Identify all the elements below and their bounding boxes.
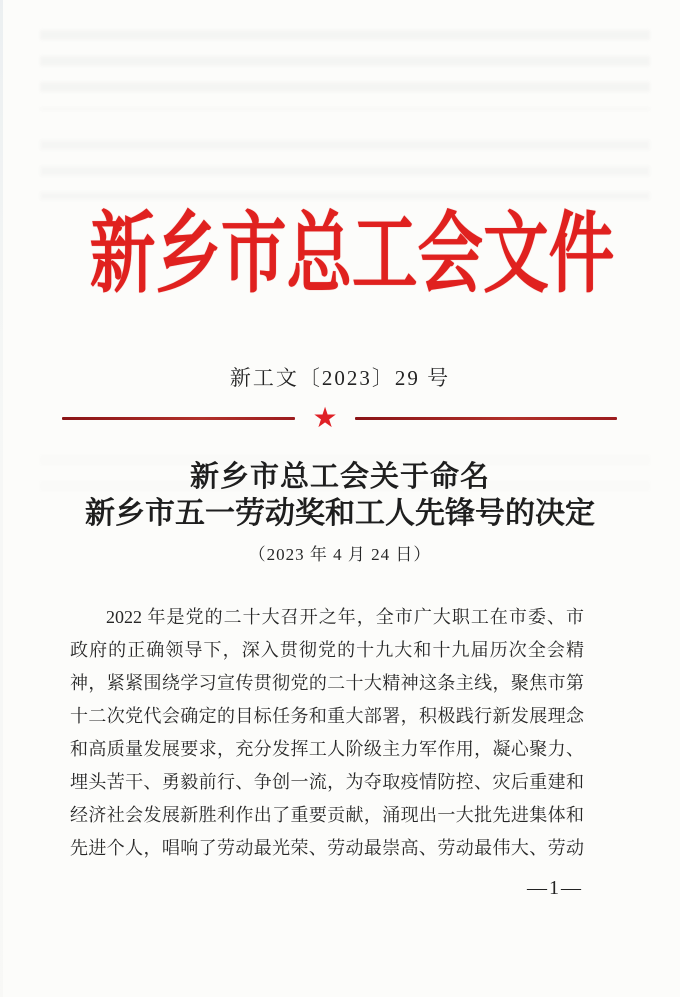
document-number: 新工文〔2023〕29 号: [229, 366, 451, 390]
document-date: （2023 年 4 月 24 日）: [248, 545, 432, 564]
bleedthrough-artifact: [40, 30, 650, 110]
body-line: 先进个人，唱响了劳动最光荣、劳动最崇高、劳动最伟大、劳动: [70, 838, 584, 858]
org-title-text: 新乡市总工会文件: [89, 207, 615, 304]
body-line: 和高质量发展要求，充分发挥工人阶级主力军作用，凝心聚力、: [70, 739, 584, 759]
body-line: 埋头苦干、勇毅前行、争创一流，为夺取疫情防控、灾后重建和: [70, 772, 584, 792]
bleedthrough-artifact: [40, 140, 650, 200]
body-line: 政府的正确领导下，深入贯彻党的十九大和十九届历次全会精: [70, 640, 584, 660]
divider-line-right: [355, 417, 617, 420]
body-line: 经济社会发展新胜利作出了重要贡献，涌现出一大批先进集体和: [70, 805, 584, 825]
page-number: —1—: [527, 877, 583, 899]
star-icon: ★: [312, 403, 338, 434]
divider-line-left: [62, 417, 295, 420]
body-line: 2022 年是党的二十大召开之年，全市广大职工在市委、市: [106, 607, 584, 627]
document-header-banner: [0, 207, 680, 304]
document-title-line2: 新乡市五一劳动奖和工人先锋号的决定: [85, 497, 595, 530]
red-header-divider: [0, 404, 680, 434]
document-body: [70, 601, 584, 865]
document-title-line1: 新乡市总工会关于命名: [189, 461, 490, 493]
document-title: [0, 459, 680, 533]
body-line: 十二次党代会确定的目标任务和重大部署，积极践行新发展理念: [70, 706, 584, 726]
body-line: 神，紧紧围绕学习宣传贯彻党的二十大精神这条主线，聚焦市第: [70, 673, 584, 693]
